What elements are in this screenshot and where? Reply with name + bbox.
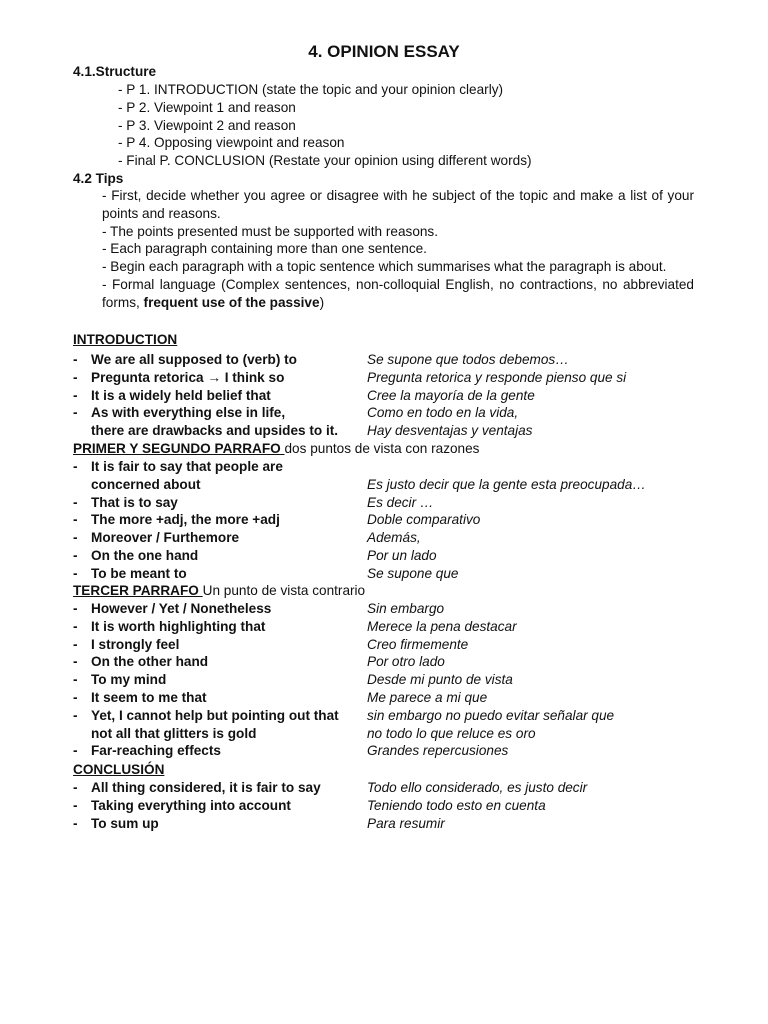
spanish-translation: Se supone que [367, 565, 459, 581]
spanish-translation: Por un lado [367, 547, 437, 563]
english-phrase: It is a widely held belief that [91, 387, 271, 403]
phrase-row [73, 671, 713, 689]
list-dash: - [73, 654, 78, 670]
list-dash: - [73, 797, 78, 813]
english-phrase: not all that glitters is gold [91, 725, 257, 741]
phrase-row [73, 529, 713, 547]
phrase-row [73, 369, 713, 387]
list-dash: - [73, 636, 78, 652]
spanish-translation: Es decir … [367, 494, 434, 510]
phrase-row [73, 653, 713, 671]
spanish-translation: Teniendo todo esto en cuenta [367, 797, 546, 813]
english-phrase: To be meant to [91, 565, 187, 581]
english-phrase: there are drawbacks and upsides to it. [91, 423, 339, 439]
phrase-row [73, 494, 713, 512]
section-title: CONCLUSIÓN [73, 762, 165, 777]
structure-item: - P 4. Opposing viewpoint and reason [118, 135, 345, 151]
structure-item: - Final P. CONCLUSION (Restate your opinion using different words) [118, 153, 532, 169]
phrase-row [73, 404, 713, 422]
phrase-row [73, 779, 713, 797]
english-phrase: Far-reaching effects [91, 743, 221, 759]
conclusion-phrases [73, 779, 713, 832]
tercer-parrafo-heading [73, 582, 365, 600]
english-phrase: It is worth highlighting that [91, 618, 266, 634]
page-title: 4. OPINION ESSAY [308, 42, 460, 61]
phrase-row [73, 387, 713, 405]
list-dash: - [73, 387, 78, 403]
spanish-translation: Se supone que todos debemos… [367, 352, 569, 367]
list-dash: - [73, 530, 78, 546]
spanish-translation: Todo ello considerado, es justo decir [367, 780, 588, 795]
english-phrase: We are all supposed to (verb) to [91, 352, 297, 367]
structure-item: - P 3. Viewpoint 2 and reason [118, 117, 296, 133]
spanish-translation: Pregunta retorica y responde pienso que si [367, 369, 627, 385]
tip-item: - Each paragraph containing more than one sentence. [102, 241, 427, 257]
primer-parrafo-phrases [73, 458, 713, 583]
phrase-row [73, 458, 713, 476]
spanish-translation: Desde mi punto de vista [367, 672, 513, 688]
phrase-row [73, 742, 713, 760]
tip-item: - First, decide whether you agree or disagree with he subject of the topic and make a list of your points and reasons. [102, 188, 694, 221]
english-phrase: As with everything else in life, [91, 405, 286, 421]
english-phrase: On the other hand [91, 654, 209, 670]
structure-heading: 4.1.Structure [73, 64, 157, 79]
introduction-heading [73, 331, 177, 349]
structure-item: - P 2. Viewpoint 1 and reason [118, 99, 296, 115]
tips-heading: 4.2 Tips [73, 171, 124, 186]
phrase-row [73, 600, 713, 618]
tip-item: - Begin each paragraph with a topic sentence which summarises what the paragraph is about. [102, 259, 667, 275]
spanish-translation: Por otro lado [367, 654, 445, 670]
tip-text-end: ) [319, 294, 325, 310]
structure-list [118, 81, 532, 170]
tip-item: - The points presented must be supported with reasons. [102, 223, 439, 239]
phrase-row [73, 476, 713, 494]
english-phrase: Pregunta retorica → I think so [91, 369, 285, 385]
list-dash: - [73, 352, 78, 367]
tips-list [102, 187, 694, 312]
primer-parrafo-heading [73, 440, 479, 458]
tercer-parrafo-phrases [73, 600, 713, 760]
english-phrase: However / Yet / Nonetheless [91, 601, 272, 616]
spanish-translation: no todo lo que reluce es oro [367, 725, 536, 741]
list-dash: - [73, 494, 78, 510]
spanish-translation: Me parece a mi que [367, 689, 488, 705]
spanish-translation: Doble comparativo [367, 512, 481, 528]
introduction-phrases [73, 351, 713, 440]
phrase-row [73, 636, 713, 654]
section-note: Un punto de vista contrario [202, 583, 366, 598]
list-dash: - [73, 672, 78, 688]
spanish-translation: sin embargo no puedo evitar señalar que [367, 707, 615, 723]
spanish-translation: Merece la pena destacar [367, 618, 517, 634]
english-phrase: All thing considered, it is fair to say [91, 780, 321, 795]
phrase-row [73, 547, 713, 565]
phrase-row [73, 689, 713, 707]
list-dash: - [73, 369, 78, 385]
english-phrase: It seem to me that [91, 689, 207, 705]
english-phrase: On the one hand [91, 547, 199, 563]
tip-text: - Formal language (Complex sentences, non-colloquial English, no contractions, no abbreviated forms, [102, 276, 694, 310]
english-phrase: To sum up [91, 815, 159, 831]
section-title: TERCER PARRAFO [73, 583, 203, 598]
list-dash: - [73, 780, 78, 795]
phrase-row [73, 725, 713, 743]
list-dash: - [73, 743, 78, 759]
english-phrase: concerned about [91, 476, 201, 492]
spanish-translation: Hay desventajas y ventajas [367, 423, 533, 439]
english-phrase: Moreover / Furthemore [91, 530, 240, 546]
tip-emphasis: frequent use of the passive [143, 294, 320, 310]
section-title: PRIMER Y SEGUNDO PARRAFO [73, 441, 285, 456]
section-title: INTRODUCTION [73, 332, 178, 347]
phrase-row [73, 707, 713, 725]
phrase-row [73, 422, 713, 440]
english-phrase: Taking everything into account [91, 797, 291, 813]
list-dash: - [73, 689, 78, 705]
phrase-row [73, 511, 713, 529]
spanish-translation: Como en todo en la vida, [367, 405, 519, 421]
list-dash: - [73, 547, 78, 563]
english-phrase: The more +adj, the more +adj [91, 512, 280, 528]
section-note: dos puntos de vista con razones [284, 441, 480, 456]
phrase-row [73, 797, 713, 815]
spanish-translation: Grandes repercusiones [367, 743, 509, 759]
list-dash: - [73, 601, 78, 616]
english-phrase: It is fair to say that people are [91, 459, 283, 474]
list-dash: - [73, 815, 78, 831]
list-dash: - [73, 459, 78, 474]
spanish-translation: Para resumir [367, 815, 445, 831]
phrase-row [73, 565, 713, 583]
conclusion-heading [73, 761, 164, 779]
list-dash: - [73, 405, 78, 421]
phrase-row [73, 815, 713, 833]
english-phrase: That is to say [91, 494, 178, 510]
list-dash: - [73, 707, 78, 723]
english-phrase: Yet, I cannot help but pointing out that [91, 707, 339, 723]
english-phrase: To my mind [91, 672, 167, 688]
spanish-translation: Es justo decir que la gente esta preocupada… [367, 476, 646, 492]
phrase-row [73, 618, 713, 636]
list-dash: - [73, 565, 78, 581]
english-phrase: I strongly feel [91, 636, 180, 652]
tip-item-formal-language [102, 276, 694, 312]
spanish-translation: Creo firmemente [367, 636, 469, 652]
spanish-translation: Cree la mayoría de la gente [367, 387, 535, 403]
spanish-translation: Sin embargo [367, 601, 445, 616]
structure-item: - P 1. INTRODUCTION (state the topic and your opinion clearly) [118, 82, 504, 97]
list-dash: - [73, 512, 78, 528]
spanish-translation: Además, [367, 530, 421, 546]
list-dash: - [73, 618, 78, 634]
phrase-row [73, 351, 713, 369]
